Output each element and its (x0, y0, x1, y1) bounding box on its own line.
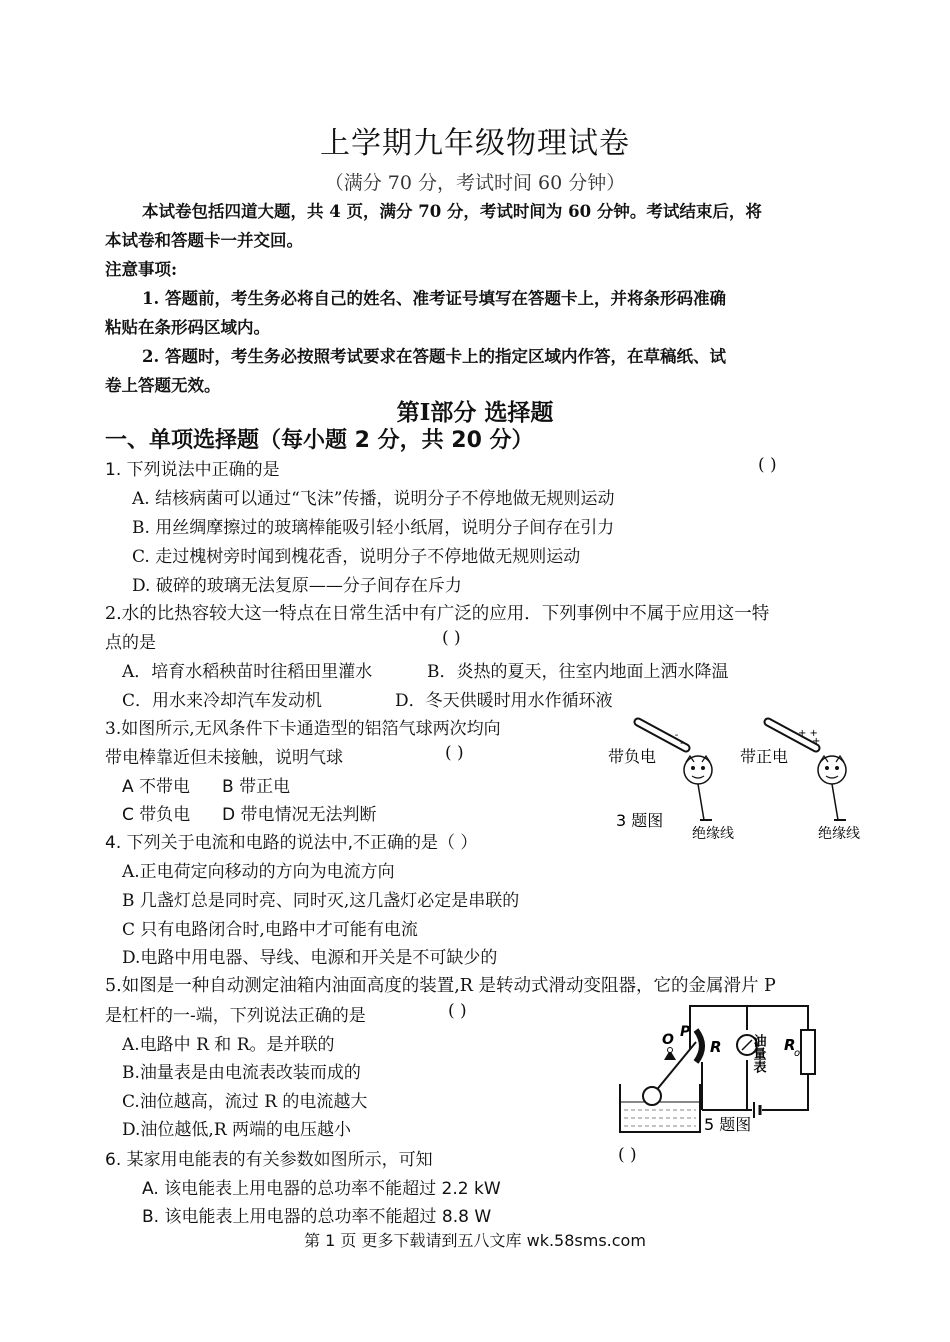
q2-option-a: A．培育水稻秧苗时往稻田里灌水 (122, 662, 373, 682)
q3-stem-line-2: 带电棒靠近但未接触，说明气球 (105, 748, 343, 768)
q4-option-b: B 几盏灯总是同时亮、同时灭,这几盏灯必定是串联的 (122, 891, 520, 911)
q1-answer-blank: ( ) (758, 455, 777, 475)
q5-option-a: A.电路中 R 和 R。是并联的 (122, 1035, 335, 1055)
balloon-left (684, 756, 712, 820)
q2-option-b: B．炎热的夏天，往室内地面上洒水降温 (427, 662, 729, 682)
q6-stem: 6. 某家用电能表的有关参数如图所示，可知 (105, 1150, 433, 1170)
balloon-right (818, 756, 846, 820)
q3-option-c: C 带负电 (122, 805, 191, 825)
note-1-line-1: 1. 答题前，考生务必将自己的姓名、准考证号填写在答题卡上，并将条形码准确 (142, 289, 726, 308)
svg-text:-: - (680, 738, 684, 749)
q5-option-b: B.油量表是由电流表改装而成的 (122, 1063, 361, 1083)
q1-stem: 1. 下列说法中正确的是 (105, 460, 280, 480)
q5-stem-line-2: 是杠杆的一-端，下列说法正确的是 (105, 1006, 366, 1026)
label-r0: R (784, 1036, 796, 1054)
q6-answer-blank: ( ) (618, 1145, 637, 1165)
label-p: P (680, 1024, 691, 1040)
q3-stem-line-1: 3.如图所示,无风条件下卡通造型的铝箔气球两次均向 (105, 719, 501, 739)
q5-option-d: D.油位越低,R 两端的电压越小 (122, 1120, 352, 1140)
q4-stem: 4. 下列关于电流和电路的说法中,不正确的是（ ） (105, 833, 478, 853)
intro-line-1: 本试卷包括四道大题，共 4 页，满分 70 分，考试时间为 60 分钟。考试结束后，将 (142, 202, 762, 221)
svg-text:- -: - - (668, 730, 679, 741)
q3-figure (600, 708, 890, 848)
float-icon (643, 1087, 661, 1105)
label-r0-sub: o (794, 1048, 801, 1059)
intro-line-2: 本试卷和答题卡一并交回。 (105, 231, 303, 250)
r0-resistor (801, 1030, 815, 1074)
q3-option-d: D 带电情况无法判断 (222, 805, 377, 825)
note-2-line-2: 卷上答题无效。 (105, 376, 221, 395)
label-r: R (710, 1038, 722, 1056)
label-negative: 带负电 (608, 747, 657, 766)
section-1-title: 一、单项选择题（每小题 2 分，共 20 分） (105, 428, 534, 453)
q2-stem-line-1: 2.水的比热容较大这一特点在日常生活中有广泛的应用．下列事例中不属于应用这一特 (105, 604, 770, 624)
q1-option-a: A. 结核病菌可以通过“飞沫”传播，说明分子不停地做无规则运动 (132, 489, 615, 509)
q6-option-b: B. 该电能表上用电器的总功率不能超过 8.8 W (142, 1207, 492, 1227)
variable-resistor (696, 1030, 702, 1062)
negative-rod (638, 722, 686, 749)
q3-answer-blank: ( ) (445, 743, 464, 763)
q2-stem-line-2: 点的是 (105, 633, 156, 653)
q2-option-d: D．冬天供暖时用水作循环液 (395, 691, 613, 711)
label-insulator-left: 绝缘线 (692, 826, 734, 842)
label-insulator-right: 绝缘线 (818, 826, 860, 842)
q4-option-d: D.电路中用电器、导线、电源和开关是不可缺少的 (122, 948, 498, 968)
oil-tank (620, 1084, 700, 1132)
positive-rod (768, 722, 820, 748)
svg-text:+: + (812, 736, 821, 747)
q4-option-a: A.正电荷定向移动的方向为电流方向 (122, 862, 395, 882)
q1-option-b: B. 用丝绸摩擦过的玻璃棒能吸引轻小纸屑，说明分子间存在引力 (132, 518, 615, 538)
part-1-title: 第Ⅰ部分 选择题 (396, 399, 554, 426)
q2-answer-blank: ( ) (442, 628, 461, 648)
q1-option-d: D. 破碎的玻璃无法复原——分子间存在斥力 (132, 576, 462, 596)
note-2-line-1: 2. 答题时，考生务必按照考试要求在答题卡上的指定区域内作答，在草稿纸、试 (142, 347, 726, 366)
q3-option-b: B 带正电 (222, 777, 291, 797)
notice-label: 注意事项: (105, 260, 178, 279)
page-footer: 第 1 页 更多下载请到五八文库 wk.58sms.com (304, 1231, 646, 1250)
q2-option-c: C．用水来冷却汽车发动机 (122, 691, 323, 711)
q5-caption: 5 题图 (704, 1115, 752, 1134)
exam-subtitle: （满分 70 分，考试时间 60 分钟） (324, 172, 626, 194)
label-gauge: 油量表 (750, 1034, 766, 1073)
q6-option-a: A. 该电能表上用电器的总功率不能超过 2.2 kW (142, 1179, 501, 1199)
q4-option-c: C 只有电路闭合时,电路中才可能有电流 (122, 920, 418, 940)
exam-title: 上学期九年级物理试卷 (320, 126, 630, 161)
q5-answer-blank: ( ) (448, 1001, 467, 1021)
q3-caption: 3 题图 (616, 811, 664, 830)
q3-option-a: A 不带电 (122, 777, 191, 797)
q5-option-c: C.油位越高，流过 R 的电流越大 (122, 1092, 368, 1112)
label-positive: 带正电 (740, 747, 789, 766)
q1-option-c: C. 走过槐树旁时闻到槐花香，说明分子不停地做无规则运动 (132, 547, 581, 567)
battery-icon (754, 1102, 760, 1118)
q5-stem-line-1: 5.如图是一种自动测定油箱内油面高度的装置,R 是转动式滑动变阻器，它的金属滑片 P (105, 976, 776, 996)
label-o: O (662, 1032, 674, 1048)
q5-figure (612, 1000, 842, 1138)
note-1-line-2: 粘贴在条形码区域内。 (105, 318, 270, 337)
svg-text:+ +: + + (798, 728, 818, 739)
